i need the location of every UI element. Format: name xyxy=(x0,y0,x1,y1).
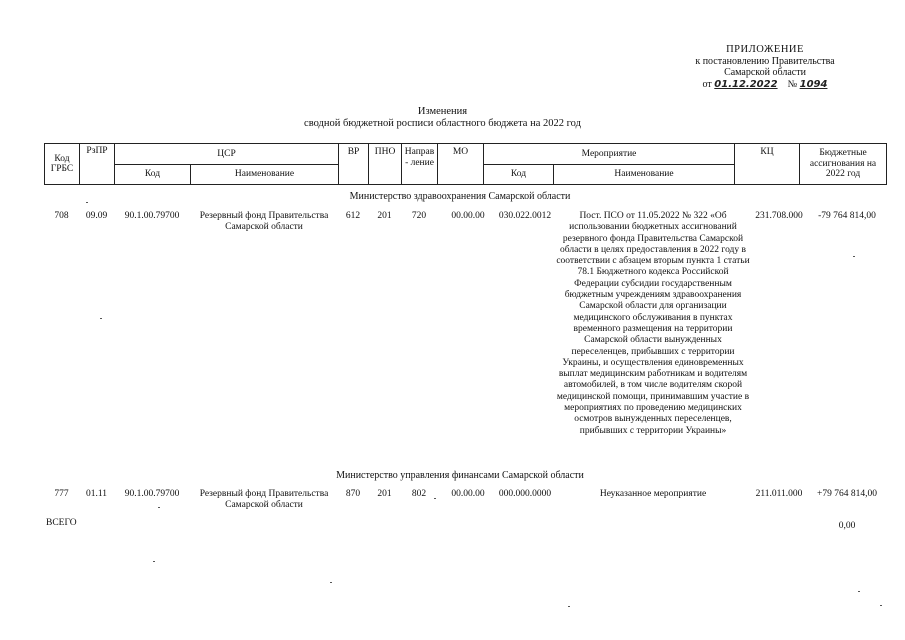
appendix-line2: Самарской области xyxy=(724,67,806,78)
appendix-line1: к постановлению Правительства xyxy=(695,55,835,67)
total-label: ВСЕГО xyxy=(46,518,77,528)
cell-measure-name: Пост. ПСО от 11.05.2022 № 322 «Об использовании бюджетных ассигнований резервного фонда Правительства Самарской области в целях предоставления в 2022 году в соответствии с абзацем вторым пункта 1 статьи 78.1 Бюджетного кодекса Российской Федерации субсидии государственным бюджетным учреждениям здравоохранения Самарской области для организации медицинского обслуживания в пунктах временного размещения на территории Самарской области вынужденных переселенцев, прибывших с территории Украины, и осуществления единовременных выплат медицинским работникам и водителям автомобилей, в том числе водителям скорой медицинской помощи, принимавшим участие в мероприятиях по проведению медицинских осмотров вынужденных переселенцев, прибывших с территории Украины» xyxy=(556,211,750,436)
header-budget: Бюджетные ассигнования на 2022 год xyxy=(800,144,887,185)
cell-kc: 231.708.000 xyxy=(755,211,803,221)
section-ministry-health: Министерство здравоохранения Самарской области xyxy=(349,191,571,202)
table-header xyxy=(44,143,887,185)
header-rzpr: РзПР xyxy=(80,144,115,185)
scan-speck xyxy=(853,256,855,257)
document-title-line2: сводной бюджетной росписи областного бюджета на 2022 год xyxy=(304,118,581,129)
cell-rzpr: 09.09 xyxy=(85,211,108,221)
cell-measure-code: 000.000.0000 xyxy=(498,489,552,499)
header-measure-code: Код xyxy=(484,165,554,185)
cell-budget: -79 764 814,00 xyxy=(818,211,876,221)
header-csr: ЦСР xyxy=(115,144,339,165)
cell-budget: +79 764 814,00 xyxy=(817,489,877,499)
header-measure-name: Наименование xyxy=(554,165,735,185)
cell-vr: 870 xyxy=(345,489,361,499)
header-vr: ВР xyxy=(339,144,369,185)
cell-measure-name: Неуказанное мероприятие xyxy=(599,489,707,499)
appendix-block xyxy=(640,44,890,90)
cell-mo: 00.00.00 xyxy=(451,489,485,499)
scan-speck xyxy=(158,507,160,508)
scan-speck xyxy=(153,561,155,562)
cell-csr-name: Резервный фонд Правительства Самарской области xyxy=(199,211,329,232)
scan-speck xyxy=(330,582,332,583)
scan-speck xyxy=(86,202,88,203)
handwritten-number: 1094 xyxy=(799,78,828,90)
handwritten-date: 01.12.2022 xyxy=(714,78,778,90)
header-kc: КЦ xyxy=(735,144,800,185)
header-measure: Мероприятие xyxy=(484,144,735,165)
header-csr-name: Наименование xyxy=(191,165,339,185)
cell-mo: 00.00.00 xyxy=(451,211,485,221)
document-title xyxy=(250,106,635,130)
scan-speck xyxy=(100,318,102,319)
scan-speck xyxy=(434,498,436,499)
date-prefix: от xyxy=(702,78,712,90)
document-title-line1: Изменения xyxy=(417,106,468,117)
cell-measure-code: 030.022.0012 xyxy=(498,211,552,221)
cell-kc: 211.011.000 xyxy=(755,489,803,499)
total-value: 0,00 xyxy=(838,521,856,531)
header-pno: ПНО xyxy=(369,144,402,185)
cell-csr-name: Резервный фонд Правительства Самарской области xyxy=(199,489,329,510)
cell-rzpr: 01.11 xyxy=(85,489,108,499)
header-mo: МО xyxy=(438,144,484,185)
header-grbs: Код ГРБС xyxy=(45,144,80,185)
appendix-title: ПРИЛОЖЕНИЕ xyxy=(726,44,804,55)
cell-direction: 720 xyxy=(411,211,427,221)
cell-direction: 802 xyxy=(411,489,427,499)
appendix-date-line xyxy=(640,79,890,91)
cell-grbs: 708 xyxy=(54,211,69,221)
cell-csr-code: 90.1.00.79700 xyxy=(124,489,180,499)
scan-speck xyxy=(568,606,570,607)
scan-speck xyxy=(858,591,860,592)
section-ministry-finance: Министерство управления финансами Самарской области xyxy=(336,470,584,481)
cell-grbs: 777 xyxy=(54,489,69,499)
scan-speck xyxy=(880,605,882,606)
cell-pno: 201 xyxy=(377,489,392,499)
cell-pno: 201 xyxy=(377,211,392,221)
header-csr-code: Код xyxy=(115,165,191,185)
number-prefix: № xyxy=(787,78,798,90)
header-direction: Направ - ление xyxy=(402,144,438,185)
cell-csr-code: 90.1.00.79700 xyxy=(124,211,180,221)
cell-vr: 612 xyxy=(345,211,361,221)
